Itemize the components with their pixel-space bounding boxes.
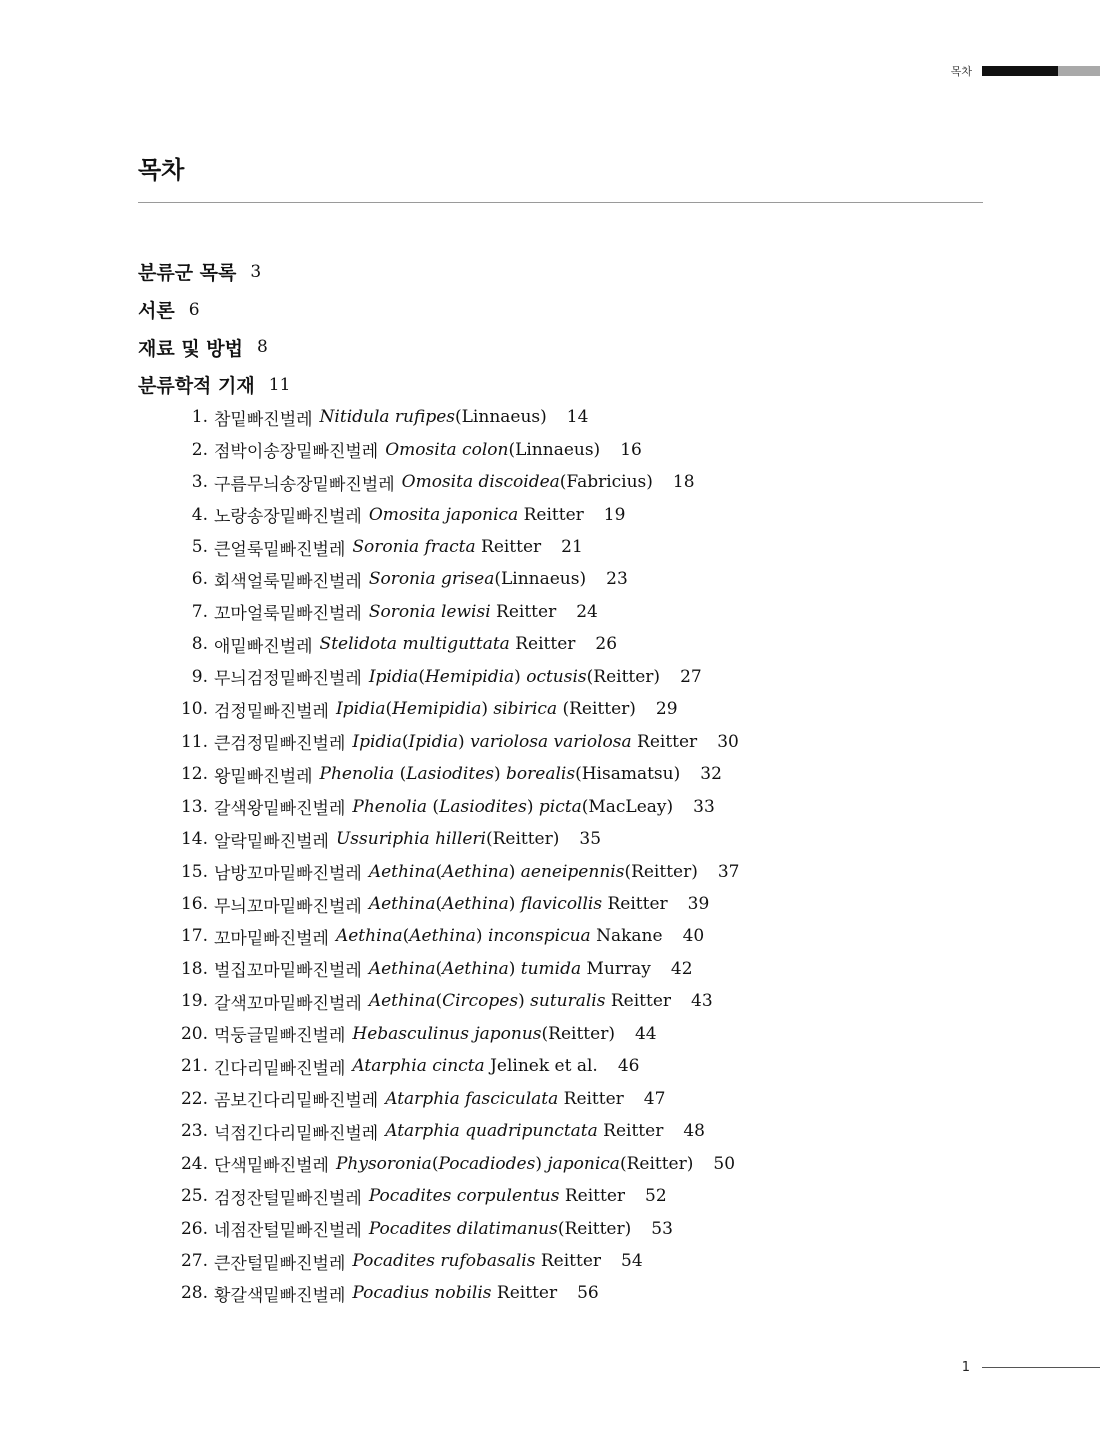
section-page: 3 (250, 261, 262, 282)
entry-page: 33 (693, 796, 715, 817)
toc-entry[interactable] (160, 661, 880, 693)
header-bar-dark (982, 66, 1058, 76)
korean-name: 넉점긴다리밑빠진벌레 (214, 1123, 379, 1144)
scientific-name: Ipidia(Ipidia) variolosa variolosa Reitter (352, 731, 698, 752)
species-list (160, 401, 880, 1310)
scientific-name: Aethina(Circopes) suturalis Reitter (368, 991, 672, 1012)
toc-entry[interactable] (160, 790, 880, 822)
toc-entry[interactable] (160, 1180, 880, 1212)
toc-entry[interactable] (160, 563, 880, 595)
entry-page: 50 (713, 1153, 736, 1174)
toc-entry[interactable] (160, 1212, 880, 1244)
toc-entry[interactable] (160, 1083, 880, 1115)
korean-name: 곰보긴다리밑빠진벌레 (214, 1091, 379, 1112)
toc-section[interactable] (138, 366, 290, 404)
entry-page: 43 (691, 991, 713, 1012)
scientific-name: Omosita colon(Linnaeus) (385, 439, 601, 460)
korean-name: 큰검정밑빠진벌레 (214, 734, 346, 755)
toc-entry[interactable] (160, 920, 880, 952)
entry-number: 12. (180, 764, 208, 785)
entry-number: 9. (191, 666, 208, 687)
entry-page: 39 (687, 894, 710, 915)
korean-name: 큰얼룩밑빠진벌레 (214, 539, 346, 560)
scientific-name: Phenolia (Lasiodites) borealis(Hisamatsu) (319, 764, 681, 785)
entry-number: 21. (180, 1056, 208, 1077)
entry-page: 29 (655, 699, 678, 720)
toc-entry[interactable] (160, 1115, 880, 1147)
toc-entry[interactable] (160, 596, 880, 628)
entry-number: 4. (191, 504, 208, 525)
toc-entry[interactable] (160, 1245, 880, 1277)
scientific-name: Stelidota multiguttata Reitter (319, 634, 576, 655)
korean-name: 꼬마얼룩밑빠진벌레 (214, 604, 362, 625)
entry-number: 26. (180, 1218, 208, 1239)
toc-entry[interactable] (160, 1018, 880, 1050)
section-page: 11 (268, 374, 291, 395)
entry-page: 44 (634, 1023, 657, 1044)
scientific-name: Aethina(Aethina) aeneipennis(Reitter) (368, 861, 698, 882)
scientific-name: Soronia fracta Reitter (352, 537, 542, 558)
scientific-name: Aethina(Aethina) inconspicua Nakane (335, 926, 663, 947)
scientific-name: Aethina(Aethina) flavicollis Reitter (368, 894, 668, 915)
entry-page: 24 (576, 601, 598, 622)
entry-number: 7. (191, 601, 208, 622)
entry-page: 18 (672, 472, 695, 493)
entry-number: 13. (180, 796, 208, 817)
entry-page: 30 (717, 731, 739, 752)
entry-page: 53 (651, 1218, 673, 1239)
page-title: 목차 (138, 156, 185, 184)
korean-name: 갈색왕밑빠진벌레 (214, 799, 346, 820)
section-title: 분류군 목록 (138, 262, 237, 285)
toc-entry[interactable] (160, 401, 880, 433)
scientific-name: Physoronia(Pocadiodes) japonica(Reitter) (335, 1153, 694, 1174)
korean-name: 검정밑빠진벌레 (214, 701, 329, 722)
entry-page: 52 (645, 1186, 667, 1207)
korean-name: 애밑빠진벌레 (214, 636, 313, 657)
title-divider (138, 202, 983, 203)
korean-name: 꼬마밑빠진벌레 (214, 928, 329, 949)
entry-page: 46 (617, 1056, 640, 1077)
toc-entry[interactable] (160, 888, 880, 920)
entry-number: 20. (180, 1023, 208, 1044)
korean-name: 갈색꼬마밑빠진벌레 (214, 993, 362, 1014)
section-title: 재료 및 방법 (138, 337, 243, 360)
toc-entry[interactable] (160, 1147, 880, 1179)
section-page: 6 (188, 299, 200, 320)
entry-number: 11. (180, 731, 208, 752)
korean-name: 구름무늬송장밑빠진벌레 (214, 474, 395, 495)
scientific-name: Pocadites rufobasalis Reitter (352, 1251, 602, 1271)
korean-name: 네점잔털밑빠진벌레 (214, 1221, 362, 1242)
entry-page: 27 (680, 666, 702, 687)
section-title: 서론 (138, 300, 175, 323)
korean-name: 노랑송장밑빠진벌레 (214, 507, 362, 528)
toc-entry[interactable] (160, 498, 880, 530)
toc-entry[interactable] (160, 628, 880, 660)
entry-page: 40 (682, 926, 705, 947)
footer-line (982, 1367, 1100, 1368)
scientific-name: Omosita discoidea(Fabricius) (401, 472, 653, 493)
entry-number: 28. (180, 1283, 208, 1304)
scientific-name: Soronia lewisi Reitter (368, 601, 557, 622)
entry-number: 27. (180, 1251, 208, 1271)
section-page: 8 (257, 337, 268, 358)
scientific-name: Ussuriphia hilleri(Reitter) (335, 829, 560, 850)
entry-number: 24. (180, 1153, 208, 1174)
entry-number: 2. (191, 439, 208, 460)
entry-number: 22. (180, 1088, 208, 1109)
scientific-name: Nitidula rufipes(Linnaeus) (319, 407, 547, 428)
toc-entry[interactable] (160, 758, 880, 790)
toc-section[interactable] (138, 328, 290, 366)
entry-page: 32 (700, 764, 722, 785)
scientific-name: Pocadites dilatimanus(Reitter) (368, 1218, 632, 1239)
entry-number: 25. (180, 1186, 208, 1207)
entry-number: 8. (191, 634, 208, 655)
toc-entry[interactable] (160, 433, 880, 465)
entry-number: 19. (180, 991, 208, 1012)
toc-section[interactable] (138, 253, 290, 291)
entry-page: 47 (643, 1088, 666, 1109)
scientific-name: Aethina(Aethina) tumida Murray (368, 958, 651, 979)
korean-name: 남방꼬마밑빠진벌레 (214, 864, 362, 885)
entry-page: 19 (603, 504, 626, 525)
section-list (138, 253, 290, 404)
toc-entry[interactable] (160, 466, 880, 498)
toc-entry[interactable] (160, 531, 880, 563)
page-number: 1 (961, 1360, 970, 1375)
entry-page: 42 (670, 958, 693, 979)
korean-name: 먹둥글밑빠진벌레 (214, 1026, 346, 1047)
entry-number: 5. (191, 537, 208, 558)
toc-entry[interactable] (160, 855, 880, 887)
entry-page: 21 (561, 537, 583, 558)
toc-entry[interactable] (160, 823, 880, 855)
korean-name: 무늬검정밑빠진벌레 (214, 669, 362, 690)
entry-number: 6. (191, 569, 208, 590)
entry-number: 15. (180, 861, 208, 882)
scientific-name: Hebasculinus japonus(Reitter) (352, 1023, 615, 1044)
korean-name: 참밑빠진벌레 (214, 409, 313, 430)
korean-name: 황갈색밑빠진벌레 (214, 1285, 346, 1306)
toc-entry[interactable] (160, 1277, 880, 1309)
scientific-name: Atarphia fasciculata Reitter (385, 1088, 624, 1109)
korean-name: 점박이송장밑빠진벌레 (214, 442, 379, 463)
korean-name: 왕밑빠진벌레 (214, 766, 313, 787)
scientific-name: Atarphia quadripunctata Reitter (385, 1121, 664, 1142)
entry-number: 16. (180, 894, 208, 915)
toc-entry[interactable] (160, 953, 880, 985)
footer (962, 1360, 1100, 1375)
header-label: 목차 (950, 65, 972, 78)
entry-number: 1. (191, 407, 208, 428)
entry-number: 17. (180, 926, 208, 947)
scientific-name: Atarphia cincta Jelinek et al. (352, 1056, 598, 1077)
toc-entry[interactable] (160, 726, 880, 758)
header-tab (951, 63, 1100, 79)
entry-page: 56 (577, 1283, 599, 1304)
entry-page: 48 (683, 1121, 705, 1142)
korean-name: 큰잔털밑빠진벌레 (214, 1253, 346, 1274)
scientific-name: Pocadites corpulentus Reitter (368, 1186, 626, 1207)
section-title: 분류학적 기재 (138, 375, 255, 398)
entry-page: 23 (606, 569, 628, 590)
entry-page: 26 (595, 634, 618, 655)
header-bar-light (1058, 66, 1100, 76)
scientific-name: Soronia grisea(Linnaeus) (368, 569, 587, 590)
korean-name: 알락밑빠진벌레 (214, 831, 329, 852)
scientific-name: Pocadius nobilis Reitter (352, 1283, 558, 1304)
entry-number: 10. (180, 699, 208, 720)
entry-number: 23. (180, 1121, 208, 1142)
korean-name: 검정잔털밑빠진벌레 (214, 1188, 362, 1209)
entry-page: 14 (566, 407, 589, 428)
scientific-name: Phenolia (Lasiodites) picta(MacLeay) (352, 796, 674, 817)
korean-name: 회색얼룩밑빠진벌레 (214, 571, 362, 592)
entry-page: 35 (579, 829, 602, 850)
scientific-name: Ipidia(Hemipidia) octusis(Reitter) (368, 666, 661, 687)
scientific-name: Ipidia(Hemipidia) sibirica (Reitter) (335, 699, 636, 720)
entry-page: 37 (717, 861, 740, 882)
toc-entry[interactable] (160, 1050, 880, 1082)
korean-name: 벌집꼬마밑빠진벌레 (214, 961, 362, 982)
entry-page: 54 (621, 1251, 643, 1271)
korean-name: 무늬꼬마밑빠진벌레 (214, 896, 362, 917)
korean-name: 긴다리밑빠진벌레 (214, 1058, 346, 1079)
entry-number: 18. (180, 958, 208, 979)
entry-number: 3. (191, 472, 208, 493)
scientific-name: Omosita japonica Reitter (368, 504, 584, 525)
korean-name: 단색밑빠진벌레 (214, 1156, 329, 1177)
toc-section[interactable] (138, 291, 290, 329)
toc-entry[interactable] (160, 985, 880, 1017)
entry-number: 14. (180, 829, 208, 850)
toc-entry[interactable] (160, 693, 880, 725)
entry-page: 16 (620, 439, 642, 460)
